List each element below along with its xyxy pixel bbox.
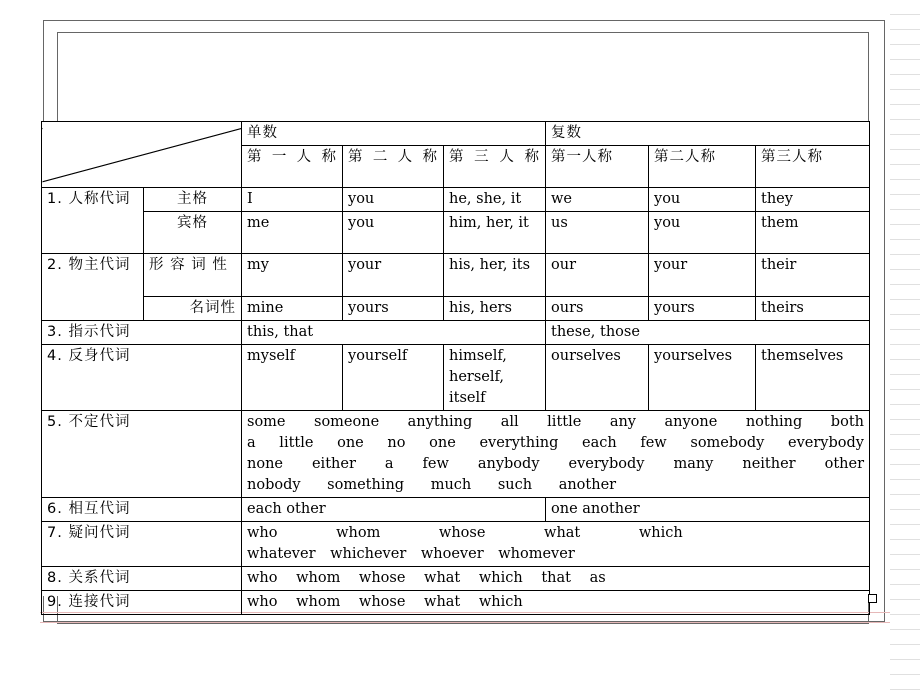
header-third-person-plural: 第三人称: [756, 146, 870, 188]
sub-label-adjective: 形 容 词 性: [144, 254, 242, 297]
cell-obj-1: me: [242, 212, 343, 254]
cell-nom-6: they: [756, 188, 870, 212]
cell-noun-1: mine: [242, 297, 343, 321]
cell-obj-3: him, her, it: [444, 212, 546, 254]
cell-relative: who whom whose what which that as: [242, 567, 870, 591]
interrogative-line: whatever whichever whoever whomever: [247, 546, 575, 562]
row-label-conjunctive: 9. 连接代词: [42, 591, 242, 615]
row-label-interrogative: 7. 疑问代词: [42, 522, 242, 567]
cell-nom-1: I: [242, 188, 343, 212]
cell-nom-2: you: [343, 188, 444, 212]
cell-nom-3: he, she, it: [444, 188, 546, 212]
indefinite-line: none either a few anybody everybody many neither other: [247, 456, 864, 472]
cell-interrogative: [242, 522, 870, 567]
header-first-person-plural: 第一人称: [546, 146, 649, 188]
sub-label-objective: 宾格: [144, 212, 242, 254]
cell-demonstrative-plural: these, those: [546, 321, 870, 345]
cell-demonstrative-singular: this, that: [242, 321, 546, 345]
header-diagonal-cell: [42, 122, 242, 188]
row-label-personal: 1. 人称代词: [42, 188, 144, 254]
table-resize-handle[interactable]: [868, 594, 877, 603]
cell-reflexive-4: ourselves: [546, 345, 649, 411]
slide-edge-decoration: [890, 0, 920, 690]
cell-noun-6: theirs: [756, 297, 870, 321]
cell-obj-4: us: [546, 212, 649, 254]
cell-adj-2: your: [343, 254, 444, 297]
pronoun-table: [41, 121, 870, 615]
interrogative-line: who whom whose what which: [247, 525, 683, 541]
indefinite-line: a little one no one everything each few somebody everybody: [247, 435, 864, 451]
cell-adj-5: your: [649, 254, 756, 297]
cell-indefinite: [242, 411, 870, 498]
cell-reflexive-3: himself, herself, itself: [444, 345, 546, 411]
row-label-relative: 8. 关系代词: [42, 567, 242, 591]
cell-obj-2: you: [343, 212, 444, 254]
header-plural: 复数: [546, 122, 870, 146]
cell-adj-3: his, her, its: [444, 254, 546, 297]
cell-reciprocal-singular: each other: [242, 498, 546, 522]
cell-adj-6: their: [756, 254, 870, 297]
cell-reciprocal-plural: one another: [546, 498, 870, 522]
cell-nom-5: you: [649, 188, 756, 212]
pronoun-table-container: [41, 121, 871, 610]
row-label-reflexive: 4. 反身代词: [42, 345, 242, 411]
cell-obj-6: them: [756, 212, 870, 254]
sub-label-noun: 名词性: [144, 297, 242, 321]
cell-nom-4: we: [546, 188, 649, 212]
cell-reflexive-1: myself: [242, 345, 343, 411]
indefinite-line: some someone anything all little any anyone nothing both: [247, 414, 864, 430]
cell-reflexive-5: yourselves: [649, 345, 756, 411]
header-singular: 单数: [242, 122, 546, 146]
row-label-reciprocal: 6. 相互代词: [42, 498, 242, 522]
indefinite-line: nobody something much such another: [247, 477, 617, 493]
cell-reflexive-2: yourself: [343, 345, 444, 411]
row-label-indefinite: 5. 不定代词: [42, 411, 242, 498]
cell-noun-4: ours: [546, 297, 649, 321]
row-label-demonstrative: 3. 指示代词: [42, 321, 242, 345]
sub-label-nominative: 主格: [144, 188, 242, 212]
header-second-person-plural: 第二人称: [649, 146, 756, 188]
cell-reflexive-6: themselves: [756, 345, 870, 411]
slide-underline: [40, 622, 890, 623]
cell-noun-5: yours: [649, 297, 756, 321]
row-label-possessive: 2. 物主代词: [42, 254, 144, 321]
header-second-person: 第 二 人 称: [343, 146, 444, 188]
cell-conjunctive: who whom whose what which: [242, 591, 870, 615]
header-first-person: 第 一 人 称: [242, 146, 343, 188]
header-third-person: 第 三 人 称: [444, 146, 546, 188]
cell-noun-2: yours: [343, 297, 444, 321]
cell-noun-3: his, hers: [444, 297, 546, 321]
cell-adj-4: our: [546, 254, 649, 297]
cell-adj-1: my: [242, 254, 343, 297]
cell-obj-5: you: [649, 212, 756, 254]
